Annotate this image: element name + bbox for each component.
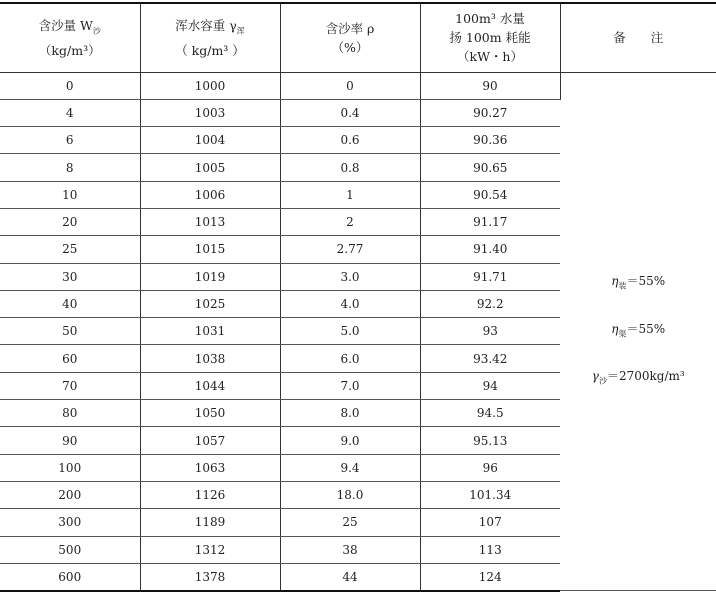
header-energy-consumption-unit: （kW・h）: [457, 49, 523, 65]
cell-muddy-water-density: 1013: [140, 208, 280, 235]
cell-muddy-water-density: 1031: [140, 318, 280, 345]
header-notes: 备 注: [560, 3, 716, 72]
cell-muddy-water-density: 1004: [140, 127, 280, 154]
cell-sediment-rate: 9.4: [280, 454, 420, 481]
note-subscript: 沙: [598, 376, 607, 386]
cell-muddy-water-density: 1019: [140, 263, 280, 290]
cell-muddy-water-density: 1189: [140, 509, 280, 536]
cell-muddy-water-density: 1378: [140, 563, 280, 590]
cell-muddy-water-density: 1050: [140, 400, 280, 427]
cell-energy-consumption: 93: [420, 318, 560, 345]
cell-sediment-content: 600: [0, 563, 140, 590]
cell-energy-consumption: 91.17: [420, 208, 560, 235]
cell-sediment-content: 200: [0, 481, 140, 508]
cell-sediment-content: 4: [0, 99, 140, 126]
header-muddy-water-density-sub: 浑: [236, 26, 245, 36]
cell-muddy-water-density: 1312: [140, 536, 280, 563]
cell-sediment-rate: 0: [280, 72, 420, 99]
cell-sediment-rate: 2.77: [280, 236, 420, 263]
cell-energy-consumption: 94.5: [420, 400, 560, 427]
note-subscript: 装: [618, 281, 627, 291]
cell-sediment-content: 90: [0, 427, 140, 454]
cell-sediment-rate: 18.0: [280, 481, 420, 508]
cell-energy-consumption: 113: [420, 536, 560, 563]
note-value: ＝55%: [626, 274, 666, 289]
notes-cell: [560, 72, 716, 591]
header-energy-consumption-line1: 100m³ 水量: [455, 11, 525, 27]
cell-sediment-content: 70: [0, 372, 140, 399]
cell-sediment-rate: 3.0: [280, 263, 420, 290]
cell-sediment-content: 40: [0, 290, 140, 317]
cell-sediment-rate: 5.0: [280, 318, 420, 345]
cell-energy-consumption: 95.13: [420, 427, 560, 454]
cell-muddy-water-density: 1126: [140, 481, 280, 508]
header-energy-consumption: [420, 3, 560, 72]
cell-muddy-water-density: 1005: [140, 154, 280, 181]
cell-energy-consumption: 90.36: [420, 127, 560, 154]
header-sediment-content-label: 含沙量 W: [38, 18, 93, 33]
cell-muddy-water-density: 1006: [140, 181, 280, 208]
table-body: [0, 72, 716, 591]
cell-sediment-content: 25: [0, 236, 140, 263]
note-line: [561, 271, 716, 296]
note-subscript: 渠: [618, 329, 627, 339]
cell-sediment-rate: 0.4: [280, 99, 420, 126]
cell-energy-consumption: 92.2: [420, 290, 560, 317]
cell-muddy-water-density: 1063: [140, 454, 280, 481]
cell-sediment-content: 10: [0, 181, 140, 208]
header-muddy-water-density: [140, 3, 280, 72]
cell-energy-consumption: 91.71: [420, 263, 560, 290]
cell-energy-consumption: 107: [420, 509, 560, 536]
cell-muddy-water-density: 1038: [140, 345, 280, 372]
cell-muddy-water-density: 1025: [140, 290, 280, 317]
cell-sediment-content: 8: [0, 154, 140, 181]
cell-energy-consumption: 124: [420, 563, 560, 590]
cell-sediment-rate: 25: [280, 509, 420, 536]
cell-sediment-content: 100: [0, 454, 140, 481]
cell-sediment-content: 30: [0, 263, 140, 290]
cell-sediment-rate: 9.0: [280, 427, 420, 454]
header-muddy-water-density-unit: （ kg/m³ ）: [175, 42, 245, 58]
cell-sediment-content: 0: [0, 72, 140, 99]
cell-sediment-rate: 0.6: [280, 127, 420, 154]
header-sediment-rate: [280, 3, 420, 72]
cell-energy-consumption: 90.65: [420, 154, 560, 181]
cell-sediment-rate: 4.0: [280, 290, 420, 317]
cell-sediment-content: 500: [0, 536, 140, 563]
cell-sediment-content: 80: [0, 400, 140, 427]
note-symbol: η: [611, 274, 619, 289]
note-symbol: η: [611, 321, 619, 336]
cell-energy-consumption: 94: [420, 372, 560, 399]
cell-sediment-rate: 2: [280, 208, 420, 235]
cell-muddy-water-density: 1015: [140, 236, 280, 263]
cell-sediment-rate: 7.0: [280, 372, 420, 399]
header-sediment-content-unit: （kg/m³）: [38, 42, 101, 58]
cell-sediment-content: 50: [0, 318, 140, 345]
cell-energy-consumption: 96: [420, 454, 560, 481]
header-sediment-rate-label: 含沙率 ρ: [325, 20, 375, 36]
cell-muddy-water-density: 1003: [140, 99, 280, 126]
cell-energy-consumption: 90.27: [420, 99, 560, 126]
cell-energy-consumption: 101.34: [420, 481, 560, 508]
cell-energy-consumption: 90.54: [420, 181, 560, 208]
header-sediment-content: [0, 3, 140, 72]
note-value: ＝2700kg/m³: [606, 369, 685, 384]
cell-sediment-rate: 44: [280, 563, 420, 590]
cell-energy-consumption: 91.40: [420, 236, 560, 263]
cell-muddy-water-density: 1057: [140, 427, 280, 454]
header-row: [0, 3, 716, 72]
table-row: [0, 72, 716, 99]
header-sediment-rate-unit: （%）: [331, 39, 369, 55]
header-energy-consumption-line2: 扬 100m 耗能: [449, 30, 531, 46]
header-muddy-water-density-label: 浑水容重 γ: [175, 18, 237, 33]
cell-sediment-rate: 0.8: [280, 154, 420, 181]
cell-sediment-content: 300: [0, 509, 140, 536]
cell-sediment-content: 20: [0, 208, 140, 235]
note-value: ＝55%: [626, 321, 666, 336]
cell-energy-consumption: 90: [420, 72, 560, 99]
note-line: [561, 366, 716, 391]
cell-muddy-water-density: 1044: [140, 372, 280, 399]
note-symbol: γ: [591, 369, 599, 384]
sediment-energy-table: [0, 2, 716, 592]
cell-sediment-content: 60: [0, 345, 140, 372]
cell-sediment-content: 6: [0, 127, 140, 154]
cell-sediment-rate: 8.0: [280, 400, 420, 427]
note-line: [561, 319, 716, 344]
cell-sediment-rate: 1: [280, 181, 420, 208]
header-sediment-content-sub: 沙: [92, 26, 101, 36]
cell-sediment-rate: 6.0: [280, 345, 420, 372]
cell-sediment-rate: 38: [280, 536, 420, 563]
cell-energy-consumption: 93.42: [420, 345, 560, 372]
cell-muddy-water-density: 1000: [140, 72, 280, 99]
